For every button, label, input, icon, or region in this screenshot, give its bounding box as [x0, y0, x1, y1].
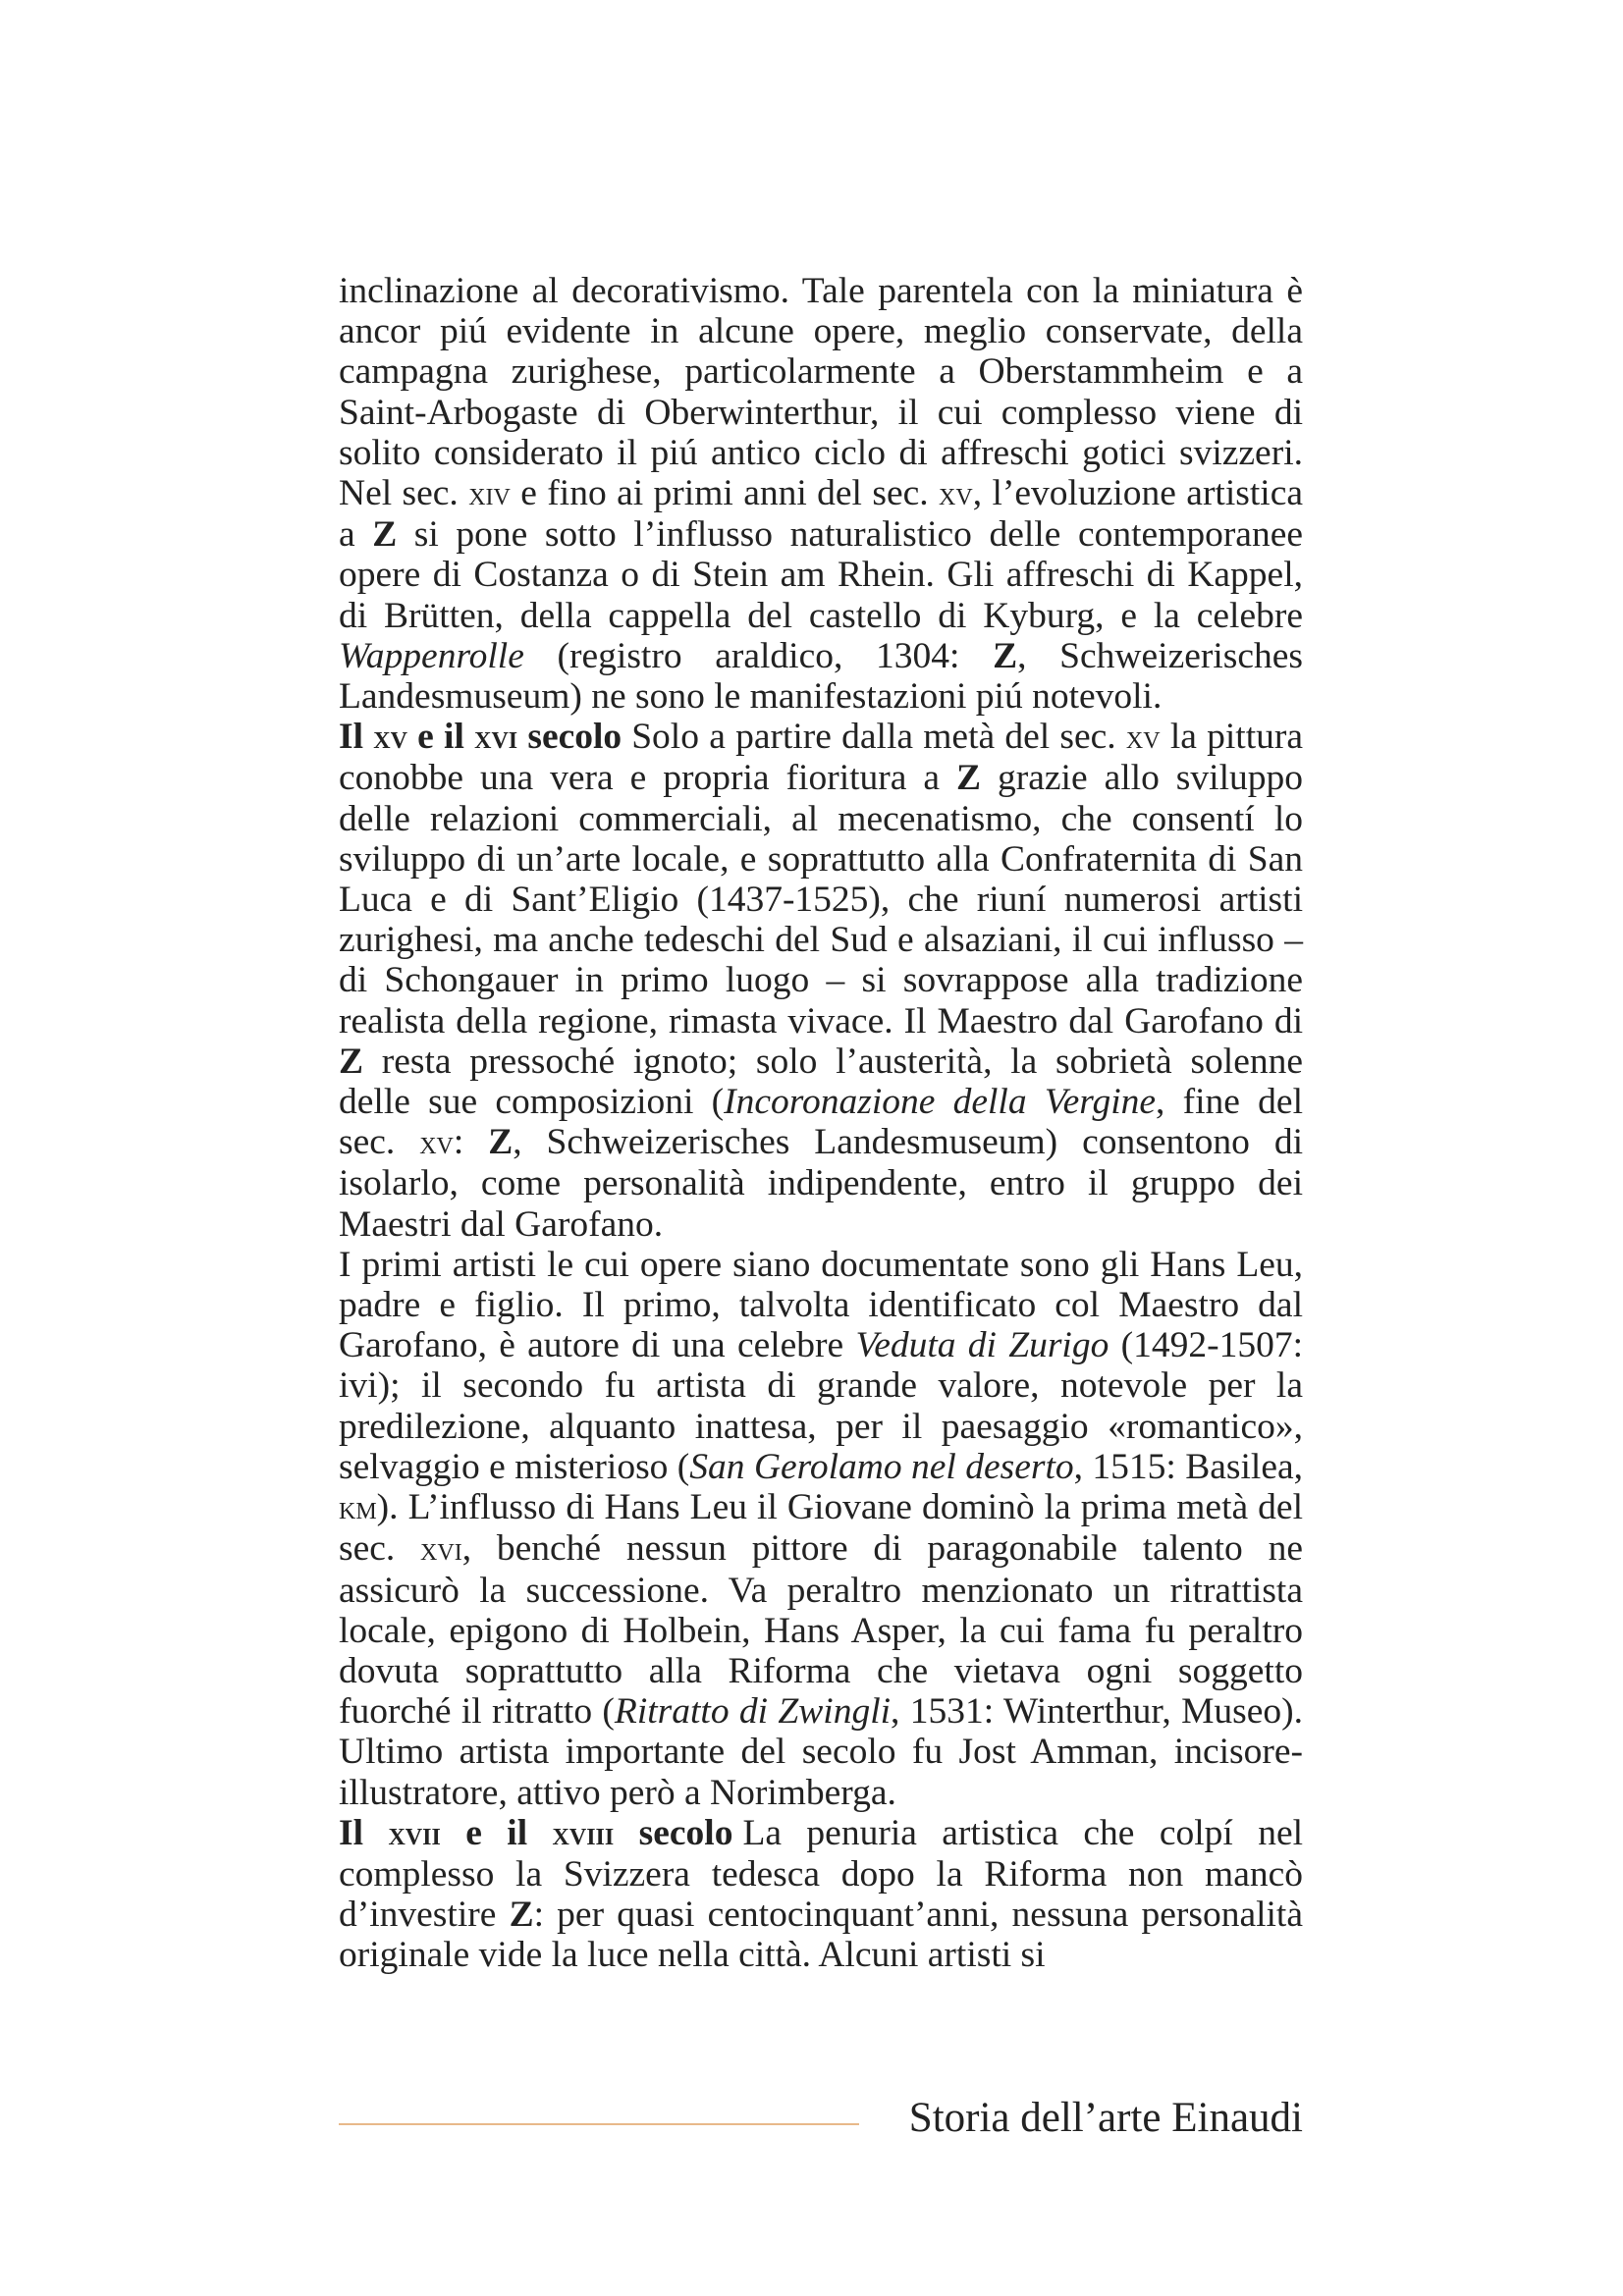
text-run: , benché nessun pittore di paragonabile talento ne assicurò la successione. Va peraltro menzionato un ritrattista locale, epigono di Holbein, Hans Asper, la cui fama fu peraltro dovuta soprattutto alla Riforma che vietava ogni soggetto fuorché il ritratto (: [339, 1528, 1303, 1733]
text-run: inclinazione al decorativismo. Tale parentela con la miniatura è ancor piú evidente in alcune opere, meglio conservate, della campagna zurighese, particolarmente a Oberstammheim e a Saint-Arbogaste di Oberwinterthur, il cui complesso viene di solito considerato il piú antico ciclo di affreschi gotici svizzeri. Nel sec.: [339, 271, 1303, 514]
italic-title: San Gerolamo nel deserto: [689, 1446, 1074, 1487]
smallcaps-run: xv: [939, 475, 973, 513]
text-run: I primi artisti le cui opere siano documentate sono gli Hans Leu, padre e figlio. Il primo, talvolta identificato col Maestro dal Garofano, è autore di una celebre: [339, 1244, 1303, 1366]
paragraph: [339, 717, 1303, 1245]
section-heading: Il xv e il xvi secolo: [339, 717, 622, 758]
text-run: , 1515: Basilea,: [1073, 1446, 1303, 1487]
page-body: [339, 271, 1303, 1976]
bold-run: Z: [993, 635, 1018, 676]
text-run: : per quasi centocinquant’anni, nessuna personalità originale vide la luce nella città. Alcuni artisti si: [339, 1895, 1303, 1976]
bold-run: Z: [509, 1895, 534, 1936]
smallcaps-run: xiv: [468, 475, 511, 513]
text-run: , Schweizerisches Landesmuseum) consentono di isolarlo, come personalità indipendente, entro il gruppo dei Maestri dal Garofano.: [339, 1122, 1304, 1245]
text-run: e fino ai primi anni del sec.: [510, 473, 940, 514]
text-run: la pittura conobbe una vera e propria fioritura a: [339, 717, 1304, 799]
paragraph: [339, 1245, 1303, 1813]
smallcaps-run: xvi: [420, 1530, 462, 1569]
italic-title: Incoronazione della Vergine: [724, 1082, 1157, 1123]
text-run: , fine del sec.: [339, 1082, 1303, 1163]
italic-title: Veduta di Zurigo: [855, 1325, 1109, 1366]
text-run: grazie allo sviluppo delle relazioni commerciali, al mecenatismo, che consentí lo sviluppo di un’arte locale, e soprattutto alla Confraternita di San Luca e di Sant’Eligio (1437-1525), che riuní numerosi artisti zurighesi, ma anche tedeschi del Sud e alsaziani, il cui influsso – di Schongauer in primo luogo – si sovrappose alla tradizione realista della regione, rimasta vivace. Il Maestro dal Garofano di: [339, 758, 1303, 1041]
smallcaps-run: xv: [1125, 719, 1161, 757]
footer-rule: [339, 2123, 859, 2125]
smallcaps-run: xv: [419, 1124, 454, 1162]
bold-run: Z: [372, 514, 398, 556]
bold-run: Z: [488, 1122, 514, 1163]
text-run: , 1531: Winterthur, Museo). Ultimo artista importante del secolo fu Jost Amman, incisore-illustratore, attivo però a Norimberga.: [339, 1691, 1304, 1813]
bold-run: Z: [956, 758, 982, 799]
text-run: :: [453, 1122, 489, 1163]
text-run: resta pressoché ignoto; solo l’austerità, la sobrietà solenne delle sue composizioni (: [339, 1041, 1303, 1123]
text-run: (1492-1507: ivi); il secondo fu artista di grande valore, notevole per la predilezione, alquanto inattesa, per il paesaggio «romantico», selvaggio e misterioso (: [339, 1325, 1304, 1487]
section-heading: Il xvii e il xviii secolo: [339, 1812, 733, 1853]
text-run: Solo a partire dalla metà del sec.: [631, 717, 1126, 758]
text-run: , l’evoluzione artistica a: [339, 473, 1303, 556]
smallcaps-run: km: [339, 1489, 377, 1527]
text-run: ). L’influsso di Hans Leu il Giovane dominò la prima metà del sec.: [339, 1487, 1303, 1570]
italic-title: Ritratto di Zwingli: [614, 1691, 892, 1733]
page-footer: [339, 2091, 1303, 2150]
italic-title: Wappenrolle: [339, 635, 524, 676]
text-run: si pone sotto l’influsso naturalistico delle contemporanee opere di Costanza o di Stein am Rhein. Gli affreschi di Kappel, di Brütten, della cappella del castello di Kyburg, e la celebre: [339, 514, 1303, 636]
footer-title: Storia dell’arte Einaudi: [908, 2095, 1303, 2141]
bold-run: Z: [339, 1041, 364, 1082]
text-run: La penuria artistica che colpí nel complesso la Svizzera tedesca dopo la Riforma non mancò d’investire: [339, 1812, 1304, 1936]
paragraph: [339, 271, 1303, 717]
text-run: (registro araldico, 1304:: [523, 635, 994, 676]
paragraph: [339, 1813, 1303, 1976]
text-run: , Schweizerisches Landesmuseum) ne sono le manifestazioni piú notevoli.: [339, 635, 1303, 718]
